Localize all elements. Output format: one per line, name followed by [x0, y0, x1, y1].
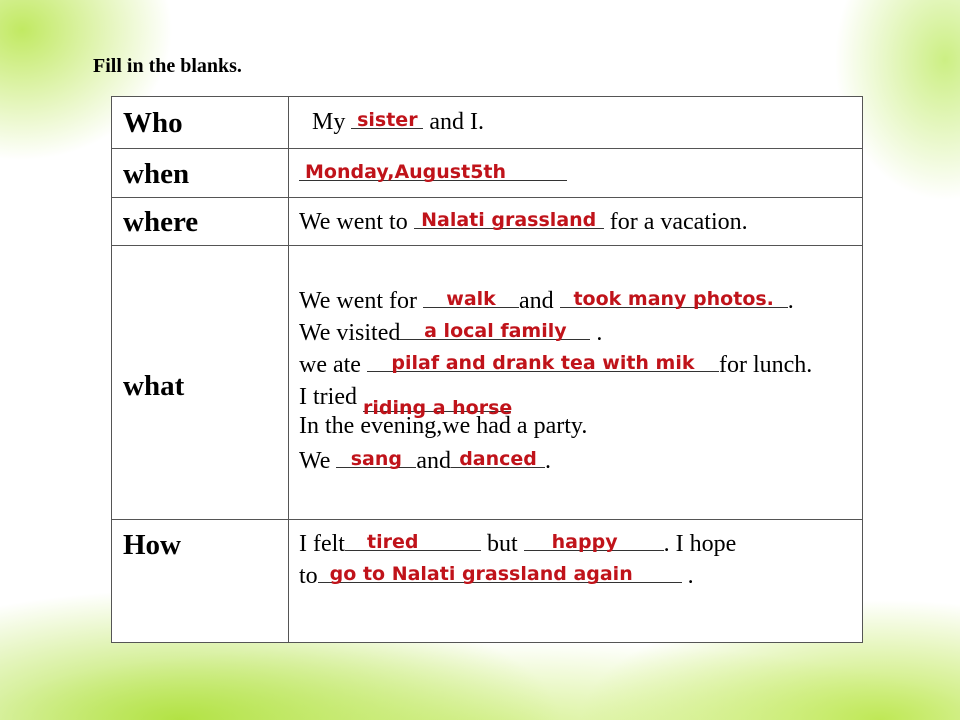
what-line-6: [299, 445, 551, 475]
blank-danced[interactable]: [451, 445, 545, 468]
what-line4-prefix: I tried: [299, 384, 363, 410]
blank-sang[interactable]: [336, 445, 416, 468]
answer-tired: tired: [366, 531, 419, 553]
where-prefix: We went to: [299, 209, 414, 235]
answer-happy: happy: [551, 531, 618, 553]
what-line1-mid: and: [519, 288, 560, 314]
blank-when[interactable]: [299, 158, 567, 181]
answer-tried: riding a horse: [362, 397, 513, 419]
instruction-heading: Fill in the blanks.: [93, 55, 242, 77]
who-sentence: [312, 106, 484, 136]
blank-family[interactable]: [400, 317, 590, 340]
blank-who[interactable]: [351, 106, 423, 129]
label-how: How: [123, 529, 181, 561]
how-line1-suffix: . I hope: [663, 531, 737, 557]
what-line-1: [299, 285, 794, 315]
what-line-5: In the evening,we had a party.: [299, 413, 588, 439]
row-what: [112, 245, 862, 520]
blank-tried[interactable]: [362, 389, 513, 419]
what-line6-mid: and: [416, 448, 452, 474]
answer-food: pilaf and drank tea with mik: [391, 352, 695, 374]
answer-walk: walk: [446, 288, 496, 310]
answer-when: Monday,August5th: [305, 161, 507, 183]
what-line3-prefix: we ate: [299, 352, 367, 378]
blank-happy[interactable]: [524, 528, 664, 551]
blank-hope[interactable]: [318, 560, 682, 583]
blank-walk[interactable]: [423, 285, 519, 308]
what-line-4: [299, 381, 513, 419]
worksheet-table: [111, 96, 863, 643]
label-when: when: [123, 158, 190, 190]
blank-food[interactable]: [367, 349, 719, 372]
what-line3-suffix: for lunch.: [718, 352, 813, 378]
blank-photos[interactable]: [560, 285, 788, 308]
blank-where[interactable]: [414, 206, 604, 229]
what-line1-prefix: We went for: [299, 288, 424, 314]
what-line6-suffix: .: [545, 448, 552, 474]
where-sentence: [299, 206, 748, 236]
row-where: [112, 197, 862, 246]
how-line2-prefix: to: [299, 563, 318, 589]
how-line2-suffix: .: [681, 563, 694, 589]
row-how: [112, 519, 862, 644]
row-when: [112, 148, 862, 198]
row-who: [112, 97, 862, 149]
answer-who: sister: [357, 109, 418, 131]
what-line2-suffix: .: [590, 320, 603, 346]
what-line2-prefix: We visited: [299, 320, 401, 346]
how-line-2: [299, 560, 694, 590]
answer-where: Nalati grassland: [421, 209, 597, 231]
what-line6-prefix: We: [299, 448, 337, 474]
what-line1-suffix: .: [787, 288, 794, 314]
answer-photos: took many photos.: [573, 288, 774, 310]
label-who: Who: [123, 107, 183, 139]
what-line-2: [299, 317, 602, 347]
how-line1-mid: but: [480, 531, 524, 557]
who-suffix: and I.: [423, 109, 484, 135]
how-line1-prefix: I felt: [299, 531, 345, 557]
how-line-1: [299, 528, 736, 558]
who-prefix: My: [312, 109, 352, 135]
where-suffix: for a vacation.: [603, 209, 748, 235]
answer-danced: danced: [459, 448, 537, 470]
label-what: what: [123, 370, 185, 402]
what-line-3: [299, 349, 812, 379]
label-where: where: [123, 206, 199, 238]
blank-tired[interactable]: [345, 528, 481, 551]
when-sentence: [299, 158, 567, 188]
answer-family: a local family: [424, 320, 567, 342]
answer-sang: sang: [350, 448, 403, 470]
answer-hope: go to Nalati grassland again: [329, 563, 633, 585]
